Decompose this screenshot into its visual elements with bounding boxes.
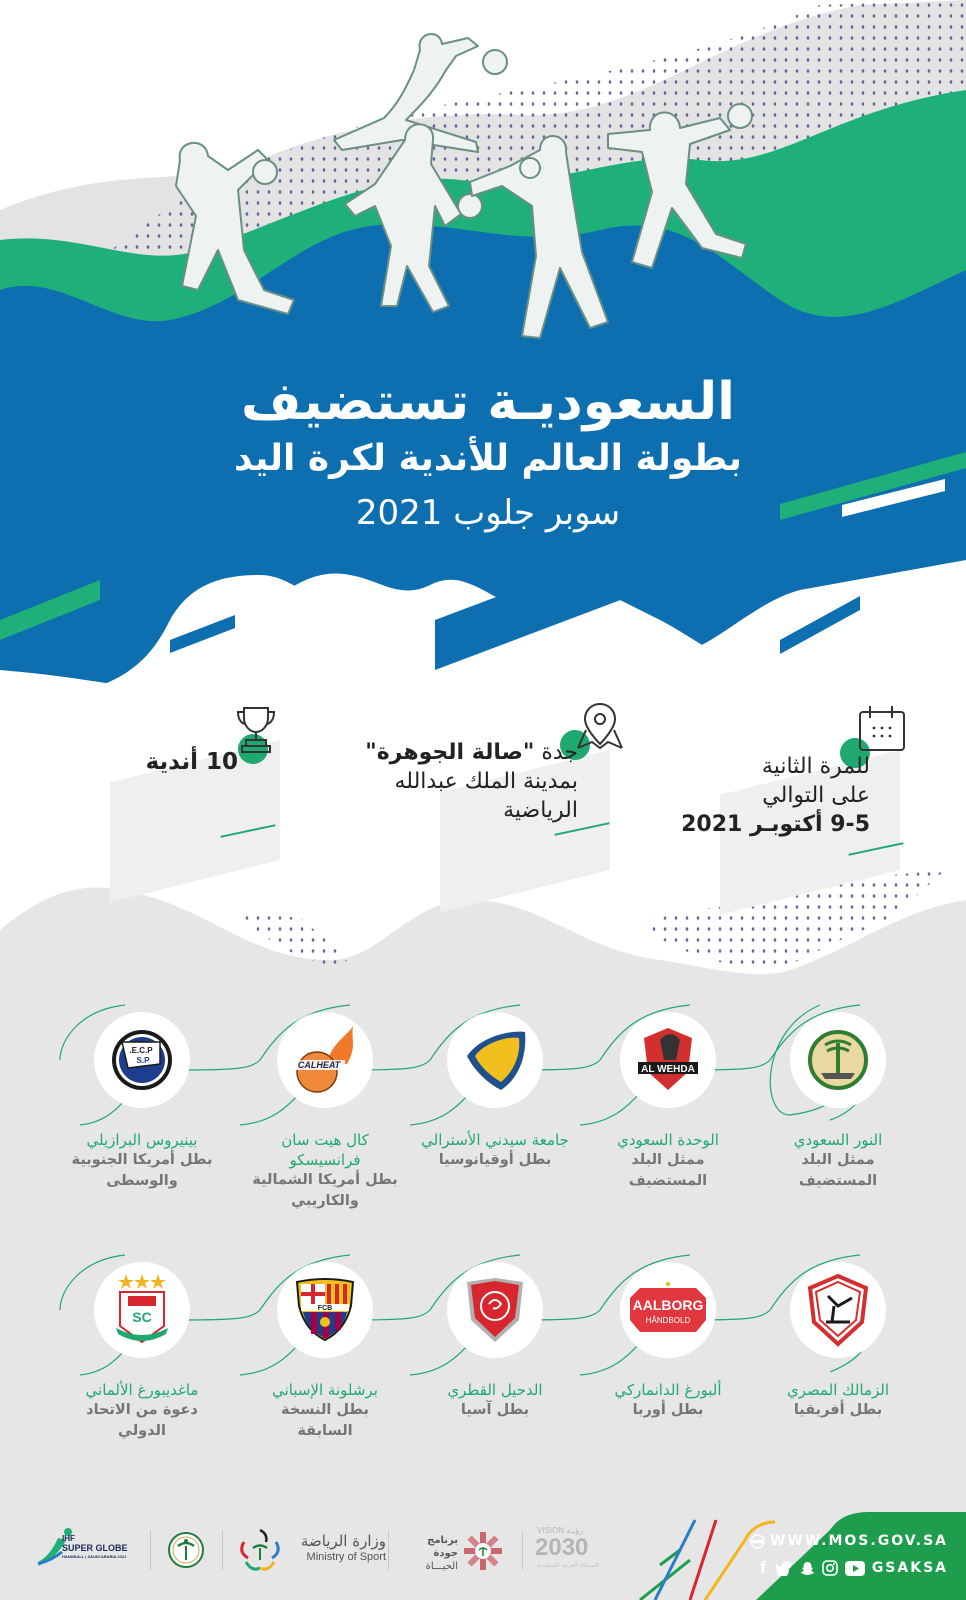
footer-separator [388,1530,389,1570]
club-name: الدحيل القطري [447,1381,543,1399]
ministry-flower-icon [238,1528,282,1574]
club-name: برشلونة الإسباني [272,1381,378,1399]
dates-line-1: للمرة الثانية [761,754,870,779]
club-name: النور السعودي [793,1131,883,1149]
ministry-of-sport-logo [238,1528,388,1574]
svg-text:AL WEHDA: AL WEHDA [641,1064,695,1075]
svg-text:FCB: FCB [317,1305,333,1312]
hero-subtitle: بطولة العالم للأندية لكرة اليد [233,438,743,479]
vision-year: 2030 [535,1534,589,1561]
zamalek-logo [806,1272,870,1348]
footer-separator [150,1530,151,1570]
trophy-icon [234,704,278,756]
sydney-uni-lion-logo [461,1026,529,1094]
club-desc-1: بطل أوقيانوسيا [438,1152,552,1168]
club-name: بينيروس البرازيلي [86,1131,198,1149]
qol-line-1: برنامج جودة [427,1535,458,1559]
vision-subline: المملكة العربية السعودية [537,1562,599,1569]
youtube-icon[interactable] [845,1561,865,1576]
club-name: الزمالك المصري [786,1381,890,1399]
fc-barcelona-logo [293,1276,357,1344]
club-desc-2: والكاريبي [291,1193,359,1209]
svg-text:SC: SC [132,1309,152,1325]
website-url[interactable]: WWW.MOS.GOV.SA [769,1533,948,1549]
svg-text:AALBORG: AALBORG [632,1297,704,1313]
club-name-2: فرانسيسكو [289,1151,361,1169]
svg-text:CALHEAT: CALHEAT [297,1060,341,1070]
club-desc-1: ممثل البلد [801,1152,875,1168]
ihf-subline: HANDBALL | SAUDI ARABIA 2021 [62,1554,127,1559]
ihf-super-globe-logo [36,1526,146,1576]
saudi-olympic-committee-logo [167,1530,205,1570]
calendar-icon [858,704,908,754]
hero-edition: سوبر جلوب 2021 [355,493,621,533]
club-desc-1: دعوة من الاتحاد [86,1402,198,1418]
al-noor-logo [803,1025,873,1095]
ministry-name-en: Ministry of Sport [306,1551,386,1563]
snapchat-icon[interactable] [800,1561,815,1576]
al-wehda-logo [630,1022,706,1098]
ihf-label: IHF [62,1534,75,1543]
twitter-icon[interactable] [775,1561,793,1576]
venue-line-2: بمدينة الملك عبدالله [394,769,578,794]
club-name: ألبورغ الدانماركي [614,1381,722,1399]
club-desc-1: بطل أمريكا الشمالية [252,1172,398,1188]
svg-text:E.C.P.: E.C.P. [129,1046,153,1055]
hero-title-block [0,370,966,542]
vision-label: VISION رؤيـة [537,1526,583,1535]
club-desc-1: بطل أمريكا الجنوبية [71,1152,213,1168]
social-links [760,1558,948,1578]
website-link[interactable] [750,1533,948,1549]
club-desc-1: بطل آسيا [460,1402,530,1418]
sc-magdeburg-logo [110,1272,174,1348]
qol-line-2: الحيـــاة [425,1561,458,1572]
dates-line-2: على التوالي [762,783,870,808]
venue-line-3: الرياضية [503,798,578,823]
svg-text:HÅNDBOLD: HÅNDBOLD [645,1316,691,1325]
info-card-dates [681,700,920,860]
instagram-icon[interactable] [822,1560,838,1576]
club-desc-1: بطل النسخة [281,1402,369,1418]
club-desc-1: بطل أوربا [632,1402,704,1418]
al-duhail-logo [463,1274,527,1346]
venue-city: جدة [534,740,578,765]
club-desc-1: بطل أفريقيا [793,1402,883,1418]
dates-value: 9-5 أكتوبـر 2021 [681,812,870,837]
super-globe-label: SUPER GLOBE [62,1543,128,1553]
club-desc-1: ممثل البلد [631,1152,705,1168]
calheat-logo [287,1022,363,1098]
ecp-logo [108,1026,176,1094]
club-desc-2: السابقة [297,1423,353,1439]
hero-title: السعوديـة تستضيف [241,372,735,432]
club-name: جامعة سيدني الأسترالي [421,1131,569,1149]
vision-2030-logo [535,1526,605,1576]
map-pin-icon [574,700,626,752]
footer-separator [522,1530,523,1570]
info-card-venue [350,700,650,860]
qol-star-icon [462,1530,504,1572]
club-desc-2: المستضيف [628,1173,708,1189]
club-desc-2: والوسطى [106,1173,178,1189]
club-desc-2: الدولي [118,1423,166,1439]
quality-of-life-program-logo [400,1528,510,1574]
club-name: كال هيت سان [281,1131,369,1149]
social-handle[interactable]: GSAKSA [871,1560,948,1576]
venue-name: "صالة الجوهرة" [365,740,535,765]
svg-text:S.P: S.P [136,1056,150,1065]
club-name: ماغديبورغ الألماني [85,1381,199,1399]
aalborg-logo [626,1280,710,1340]
handball-players-illustration [150,20,850,350]
info-card-clubs-count [100,700,300,860]
clubs-count: 10 أندية [145,749,238,775]
footer-separator [222,1530,223,1570]
club-name: الوحدة السعودي [617,1131,719,1149]
globe-www-icon [750,1534,765,1549]
facebook-icon[interactable]: f [760,1558,768,1577]
ministry-name-ar: وزارة الرياضة [300,1532,386,1550]
club-logo-circle [790,1012,886,1108]
club-desc-2: المستضيف [798,1173,878,1189]
